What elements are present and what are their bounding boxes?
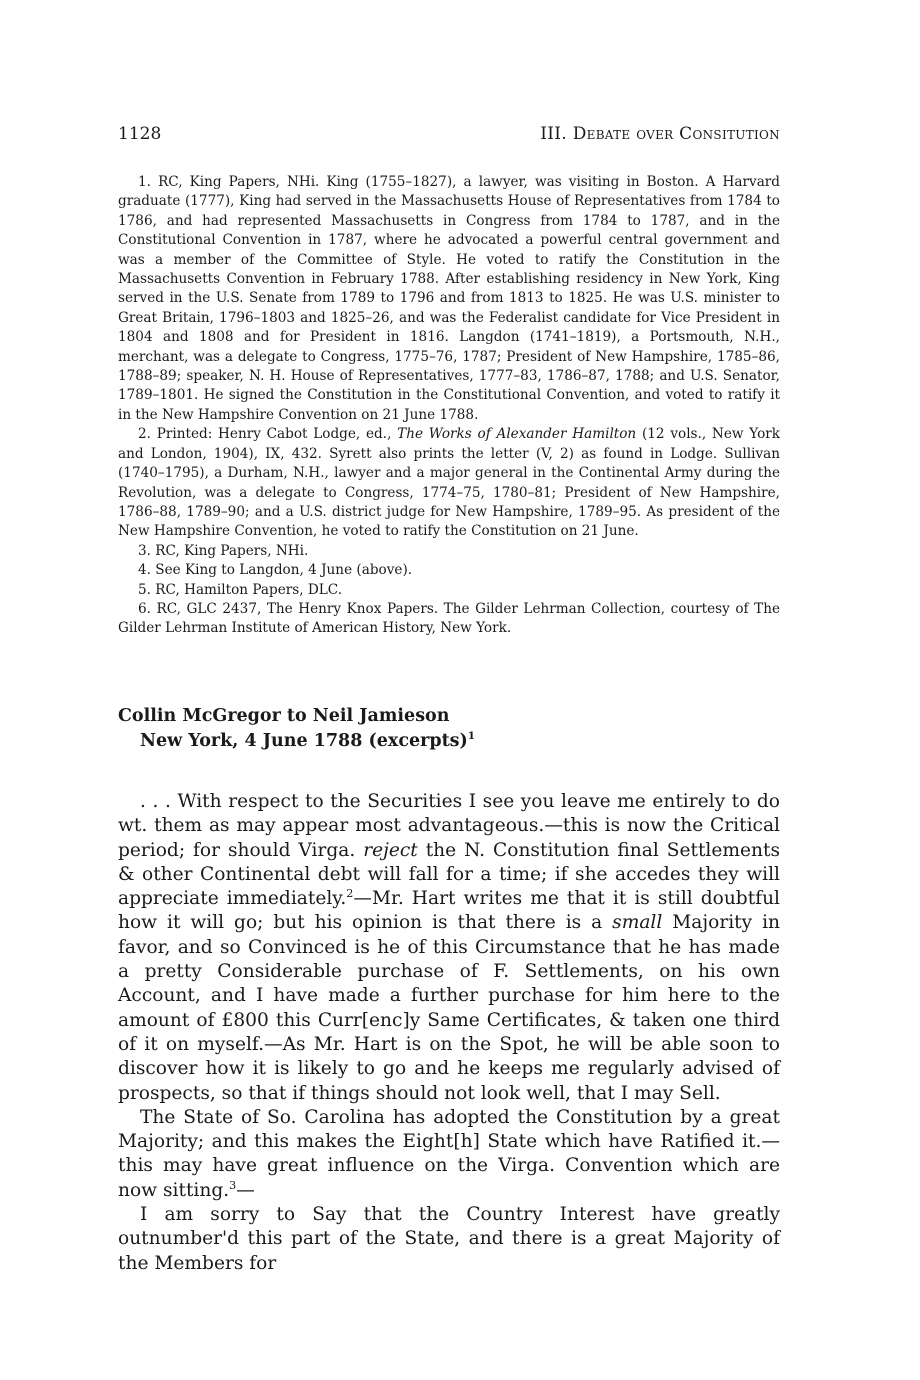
letter-body bbox=[118, 790, 780, 1276]
note-2 bbox=[118, 425, 780, 541]
heading-place-date bbox=[118, 729, 780, 754]
letter-paragraph-2 bbox=[118, 1106, 780, 1203]
note-1: 1. RC, King Papers, NHi. King (1755–1827), a lawyer, was visiting in Boston. A Harvard graduate (1777), King had served in the Massachusetts House of Representatives from 1784 to 1786, and had represented Massachusetts in Congress from 1784 to 1787, and in the Constitutional Convention in 1787, where he advocated a powerful central government and was a member of the Committee of Style. He voted to ratify the Constitution in the Massachusetts Convention in February 1788. After establishing residency in New York, King served in the U.S. Senate from 1789 to 1796 and from 1813 to 1825. He was U.S. minister to Great Britain, 1796–1803 and 1825–26, and was the Federalist candidate for Vice President in 1804 and 1808 and for President in 1816. Langdon (1741–1819), a Portsmouth, N.H., merchant, was a delegate to Congress, 1775–76, 1787; President of New Hampshire, 1785–86, 1788–89; speaker, N. H. House of Representatives, 1777–83, 1786–87, 1788; and U.S. Senator, 1789–1801. He signed the Constitution in the Constitutional Convention, and voted to ratify it in the New Hampshire Convention on 21 June 1788. bbox=[118, 174, 780, 423]
note-ref-2: 2 bbox=[346, 887, 354, 900]
heading-correspondents: Collin McGregor to Neil Jamieson bbox=[118, 706, 450, 726]
heading-place-date-text: New York, 4 June 1788 (excerpts) bbox=[140, 731, 468, 751]
note-2-text: 2. Printed: Henry Cabot Lodge, ed., bbox=[138, 426, 398, 443]
note-ref-3: 3 bbox=[229, 1178, 237, 1192]
text-run: the N. Constitution final Settlements & other Continental debt will fall for a time; if she accedes they will appreciate immediately. bbox=[118, 839, 780, 910]
text-run: The State of So. Carolina has adopted the Constitution by a great Majority; and this makes the Eight[h] State which have Ratified it.—this may have great influence on the Virga. Convention which are now sitting. bbox=[118, 1106, 780, 1201]
emphasis-reject: reject bbox=[363, 839, 418, 861]
letter-paragraph-3: I am sorry to Say that the Country Interest have greatly outnumber'd this part of the State, and there is a great Majority of the Members for bbox=[118, 1204, 780, 1274]
letter-paragraph-1 bbox=[118, 790, 780, 1106]
note-4: 4. See King to Langdon, 4 June (above). bbox=[138, 562, 413, 579]
running-head bbox=[118, 124, 780, 148]
text-run: . . . With respect to the Securities I see you leave me entirely to do wt. them as may appear most advantageous.—this is now the Critical period; for should Virga. bbox=[118, 791, 780, 861]
footnotes bbox=[118, 173, 780, 639]
note-2-text-cont: (12 vols., New York and London, 1904), IX, 432. Syrett also prints the letter (V, 2) as found in Lodge. Sullivan (1740–1795), a Durham, N.H., lawyer and a major general in the Continental Army during the Revolution, was a delegate to Congress, 1774–75, 1780–81; President of New Hampshire, 1786–88, 1789–90; and a U.S. district judge for New Hampshire, 1789–95. As president of the New Hampshire Convention, he voted to ratify the Constitution on 21 June. bbox=[118, 426, 780, 540]
section-title: III. Debate over Consitution bbox=[540, 124, 780, 144]
text-run: — bbox=[236, 1179, 255, 1201]
emphasis-small: small bbox=[612, 912, 663, 934]
heading-note-ref: 1 bbox=[467, 730, 476, 743]
note-2-book-title: The Works of Alexander Hamilton bbox=[397, 426, 637, 443]
text-run: Majority in favor, and so Convinced is he of this Circumstance that he has made a pretty Considerable purchase of F. Settlements, on his own Account, and I have made a further purchase for him here to the amount of £800 this Curr[enc]y Same Certificates, & taken one third of it on myself.—As Mr. Hart is on the Spot, he will be able soon to discover how it is likely to go and he keeps me regularly advised of prospects, so that if things should not look well, that I may Sell. bbox=[118, 912, 781, 1104]
note-6: 6. RC, GLC 2437, The Henry Knox Papers. The Gilder Lehrman Collection, courtesy of The Gilder Lehrman Institute of American History, New York. bbox=[118, 600, 780, 637]
document-heading bbox=[118, 704, 780, 754]
note-3: 3. RC, King Papers, NHi. bbox=[138, 542, 309, 559]
page-number: 1128 bbox=[118, 124, 162, 144]
text-run: —Mr. Hart writes me that it is still doubtful how it will go; but his opinion is that there is a bbox=[118, 888, 780, 934]
note-5: 5. RC, Hamilton Papers, DLC. bbox=[138, 581, 343, 598]
